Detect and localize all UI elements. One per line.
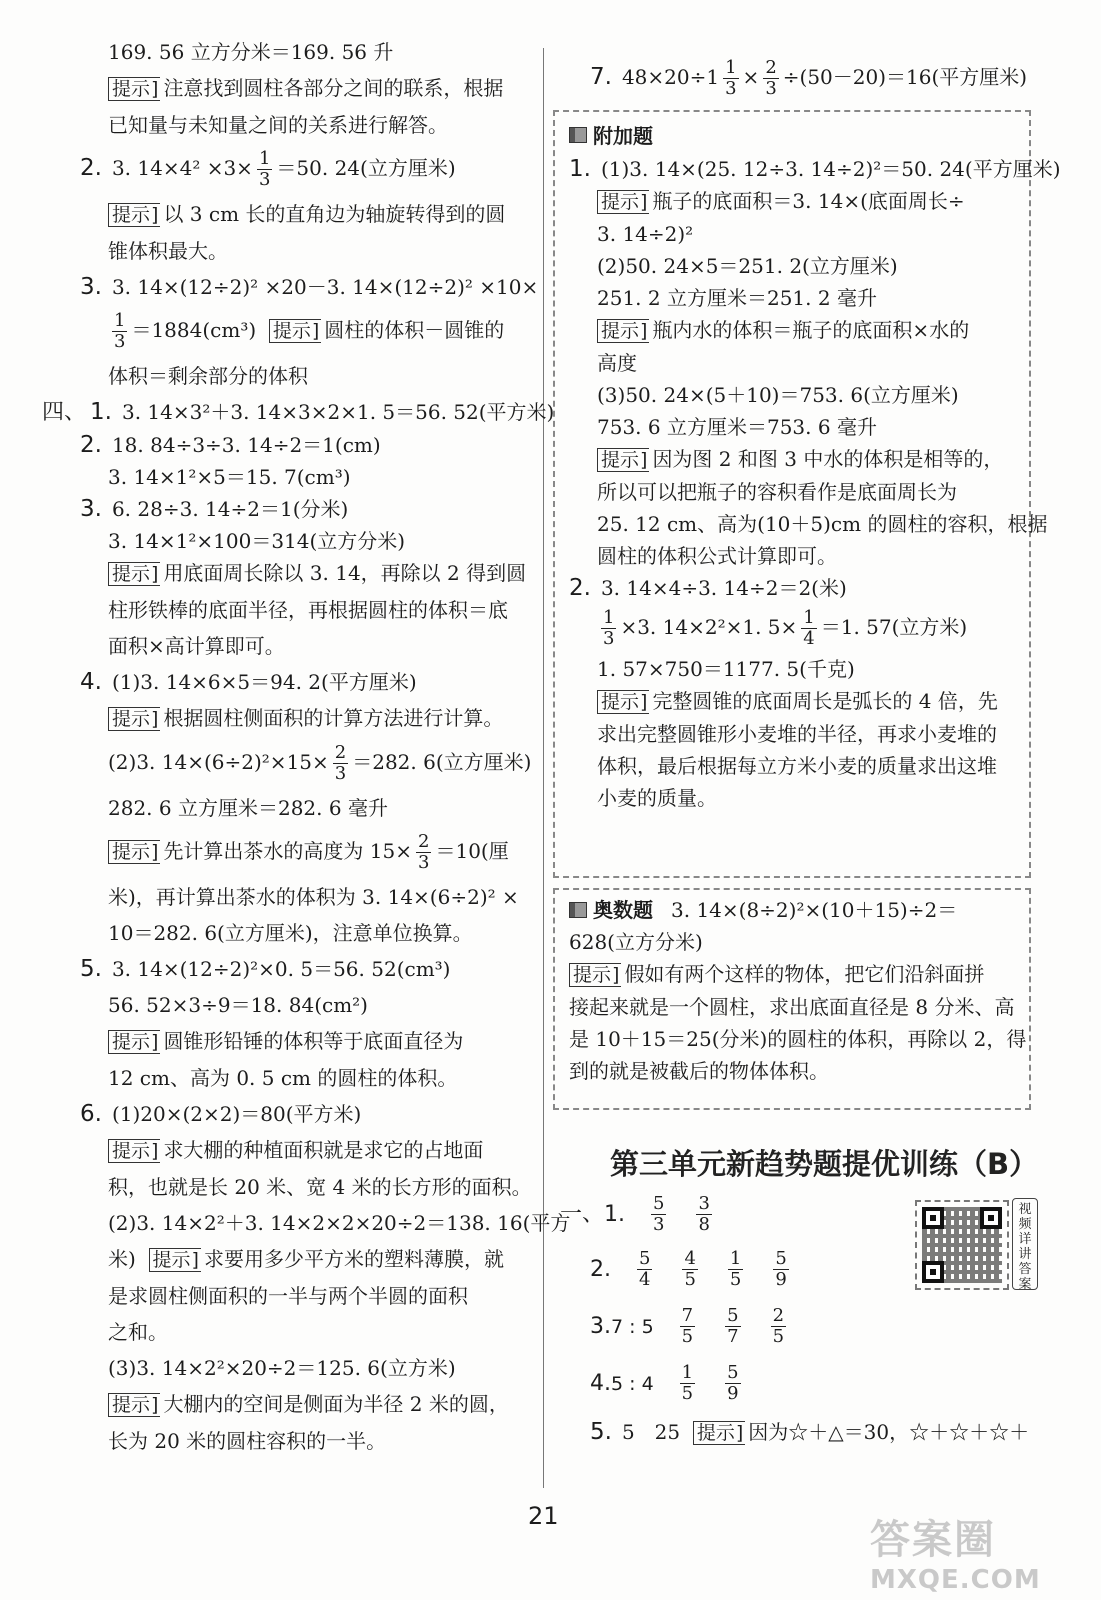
qr-caption: 视频详讲答案	[1012, 1198, 1038, 1290]
fraction: $\frac{1}{4}$	[803, 607, 815, 649]
line: 锥体积最大。	[108, 239, 228, 263]
line: 体积，最后根据每立方米小麦的质量求出这堆	[597, 754, 997, 778]
line: (2)3. 14×2²＋3. 14×2×2×20÷2＝138. 16(平方	[108, 1211, 571, 1235]
fraction: $\frac{7}{5}$	[681, 1305, 694, 1347]
hint-label: 提示 ]	[597, 690, 649, 714]
hint-line: 米) 提示 ] 求要用多少平方米的塑料薄膜，就	[80, 1247, 530, 1272]
line: 面积×高计算即可。	[108, 634, 285, 658]
extra-answer-1: 1. (1)3. 14×(25. 12÷3. 14÷2)²＝50. 24(平方厘米)	[569, 156, 1061, 182]
line: 高度	[597, 351, 637, 375]
line: 是求圆柱侧面积的一半与两个半圆的面积	[108, 1284, 468, 1308]
fraction: $\frac{5}{7}$	[727, 1305, 739, 1347]
hint-label: 提示 ]	[108, 1030, 160, 1054]
fraction: $\frac{2}{3}$	[765, 57, 777, 99]
line: 到的就是被截后的物体体积。	[569, 1059, 829, 1083]
line: 米)，再计算出茶水的体积为 3. 14×(6÷2)² ×	[108, 885, 519, 909]
hint-line: 提示 ] 求大棚的种植面积就是求它的占地面	[80, 1138, 530, 1163]
section-4-answer-1: 四、 1. 3. 14×3²＋3. 14×3×2×1. 5＝56. 52(平方米)	[42, 399, 555, 425]
answer-4-5: 5. 3. 14×(12÷2)²×0. 5＝56. 52(cm³)	[80, 956, 451, 982]
line: 之和。	[108, 1320, 168, 1344]
hint-label: 提示 ]	[108, 1139, 160, 1163]
hint-line: 提示 ] 先计算出茶水的高度为 15× $\frac{2}{3}$ ＝10(厘	[80, 832, 530, 873]
line: $\frac{1}{3}$ ×3. 14×2²×1. 5× $\frac{1}{4}$ ＝1. 57(立方米)	[603, 607, 968, 649]
hint-line: 提示 ] 用底面周长除以 3. 14，再除以 2 得到圆	[80, 561, 530, 586]
column-divider	[543, 48, 544, 1488]
line: 251. 2 立方厘米＝251. 2 毫升	[597, 286, 877, 310]
hint-label: 提示 ]	[108, 1393, 160, 1417]
hint-label: 提示 ]	[108, 77, 160, 101]
fraction: $\frac{2}{3}$	[418, 831, 430, 873]
watermark: 答案圈 MXQE.COM	[870, 1517, 1041, 1595]
line: 长为 20 米的圆柱容积的一半。	[108, 1429, 387, 1453]
hint-label: 提示 ]	[108, 562, 160, 586]
hint-label: 提示 ]	[108, 203, 160, 227]
right-column-top	[560, 58, 1040, 111]
book-icon	[569, 902, 587, 918]
fraction: $\frac{1}{5}$	[681, 1362, 694, 1404]
line: 已知量与未知量之间的关系进行解答。	[108, 113, 448, 137]
olympiad-title: 奥数题	[569, 898, 653, 922]
line: $\frac{1}{3}$ ＝1884(cm³) 提示 ] 圆柱的体积－圆锥的	[80, 311, 530, 352]
line: 小麦的质量。	[597, 786, 717, 810]
fraction: $\frac{4}{5}$	[684, 1248, 696, 1290]
answer-4-6: 6. (1)20×(2×2)＝80(平方米)	[80, 1101, 362, 1127]
line: 628(立方分米)	[569, 930, 703, 954]
line: 圆柱的体积公式计算即可。	[597, 544, 837, 568]
unit-answer-4: 4.5 : 4 $\frac{1}{5}$ $\frac{5}{9}$	[590, 1362, 739, 1404]
fraction: $\frac{1}{3}$	[603, 607, 615, 649]
answer-4-2: 2. 18. 84÷3÷3. 14÷2＝1(cm)	[80, 432, 381, 458]
hint-line: 提示 ] 瓶内水的体积＝瓶子的底面积×水的	[569, 318, 1019, 343]
line: 12 cm、高为 0. 5 cm 的圆柱的体积。	[108, 1066, 458, 1090]
line: (2)3. 14×(6÷2)²×15× $\frac{2}{3}$ ＝282. 6(立方厘米)	[108, 742, 532, 784]
line: 753. 6 立方厘米＝753. 6 毫升	[597, 415, 877, 439]
hint-line: 提示 ] 假如有两个这样的物体，把它们沿斜面拼	[569, 962, 1019, 987]
hint-label: 提示 ]	[693, 1421, 745, 1445]
hint-line: 提示 ] 圆锥形铅锤的体积等于底面直径为	[80, 1029, 530, 1054]
unit-answer-1: 一、1. $\frac{5}{3}$ $\frac{3}{8}$	[560, 1193, 710, 1235]
line: 体积＝剩余部分的体积	[108, 364, 308, 388]
line: 所以可以把瓶子的容积看作是底面周长为	[597, 480, 957, 504]
line: 25. 12 cm、高为(10＋5)cm 的圆柱的容积，根据	[597, 512, 1048, 536]
hint-label: 提示 ]	[108, 840, 160, 864]
answer-2: 2. 3. 14×4² ×3× $\frac{1}{3}$ ＝50. 24(立方厘米)	[80, 148, 456, 190]
fraction: $\frac{5}{4}$	[639, 1248, 651, 1290]
line: 是 10＋15＝25(分米)的圆柱的体积，再除以 2，得	[569, 1027, 1027, 1051]
answer-4-3: 3. 6. 28÷3. 14÷2＝1(分米)	[80, 496, 349, 522]
line: 求出完整圆锥形小麦堆的半径，再求小麦堆的	[597, 722, 997, 746]
line: 10＝282. 6(立方厘米)，注意单位换算。	[108, 921, 473, 945]
line: 接起来就是一个圆柱，求出底面直径是 8 分米、高	[569, 995, 1015, 1019]
hint-label: 提示 ]	[108, 707, 160, 731]
olympiad-line: 奥数题 3. 14×(8÷2)²×(10＋15)÷2＝	[569, 898, 1019, 922]
hint-line: 提示 ] 根据圆柱侧面积的计算方法进行计算。	[80, 706, 530, 731]
fraction: $\frac{1}{3}$	[258, 148, 271, 190]
left-column	[42, 40, 571, 1465]
answer-4-4: 4. (1)3. 14×6×5＝94. 2(平方厘米)	[80, 669, 417, 695]
hint-line: 提示 ] 注意找到圆柱各部分之间的联系，根据	[80, 76, 530, 101]
extra-questions-box	[553, 110, 1061, 878]
line: (3)3. 14×2²×20÷2＝125. 6(立方米)	[108, 1356, 456, 1380]
fraction: $\frac{1}{5}$	[729, 1248, 742, 1290]
fraction: $\frac{5}{9}$	[775, 1248, 787, 1290]
unit-title: 第三单元新趋势题提优训练（B）	[610, 1147, 1039, 1181]
fraction: $\frac{1}{3}$	[725, 57, 737, 99]
qr-code[interactable]	[915, 1200, 1009, 1290]
hint-label: 提示 ]	[597, 190, 649, 214]
line: 3. 14×1²×5＝15. 7(cm³)	[108, 465, 351, 489]
book-icon	[569, 127, 587, 143]
hint-line: 提示 ] 大棚内的空间是侧面为半径 2 米的圆，	[80, 1392, 530, 1417]
hint-line: 提示 ] 瓶子的底面积＝3. 14×(底面周长÷	[569, 189, 1019, 214]
hint-line: 提示 ] 因为图 2 和图 3 中水的体积是相等的，	[569, 447, 1019, 472]
fraction: $\frac{1}{3}$	[114, 310, 126, 352]
hint-label: 提示 ]	[569, 963, 621, 987]
line: 3. 14÷2)²	[597, 222, 694, 246]
answer-3: 3. 3. 14×(12÷2)² ×20－3. 14×(12÷2)² ×10×	[80, 274, 539, 300]
answer-7: 7. 48×20÷1 $\frac{1}{3}$ × $\frac{2}{3}$ ÷(50－20)＝16(平方厘米)	[590, 57, 1028, 99]
line: 56. 52×3÷9＝18. 84(cm²)	[108, 993, 368, 1017]
fraction: $\frac{5}{9}$	[727, 1362, 739, 1404]
fraction: $\frac{2}{5}$	[772, 1305, 785, 1347]
hint-label: 提示 ]	[269, 319, 321, 343]
extra-title: 附加题	[569, 120, 1019, 149]
line: (3)50. 24×(5＋10)＝753. 6(立方厘米)	[597, 383, 959, 407]
hint-label: 提示 ]	[597, 319, 649, 343]
line: 1. 57×750＝1177. 5(千克)	[597, 657, 855, 681]
line: 3. 14×1²×100＝314(立方分米)	[108, 529, 406, 553]
line: (2)50. 24×5＝251. 2(立方厘米)	[597, 254, 898, 278]
olympiad-box	[553, 888, 1031, 1110]
line: 柱形铁棒的底面半径，再根据圆柱的体积＝底	[108, 598, 508, 622]
fraction: $\frac{2}{3}$	[334, 742, 347, 784]
unit-answer-5: 5. 5 25 提示 ] 因为☆＋△＝30，☆＋☆＋☆＋	[560, 1420, 900, 1445]
unit-answer-2: 2. $\frac{5}{4}$ $\frac{4}{5}$ $\frac{1}{5}$ $\frac{5}{9}$	[590, 1248, 787, 1290]
line: 282. 6 立方厘米＝282. 6 毫升	[108, 796, 388, 820]
unit-answer-3: 3.7 : 5 $\frac{7}{5}$ $\frac{5}{7}$ $\frac{2}{5}$	[590, 1305, 785, 1347]
hint-label: 提示 ]	[149, 1248, 201, 1272]
fraction: $\frac{5}{3}$	[653, 1193, 665, 1235]
line: 169. 56 立方分米＝169. 56 升	[108, 40, 394, 64]
extra-answer-2: 2. 3. 14×4÷3. 14÷2＝2(米)	[569, 575, 847, 601]
hint-line: 提示 ] 完整圆锥的底面周长是弧长的 4 倍，先	[569, 689, 1019, 714]
hint-label: 提示 ]	[597, 448, 649, 472]
fraction: $\frac{3}{8}$	[698, 1193, 710, 1235]
hint-line: 提示 ] 以 3 cm 长的直角边为轴旋转得到的圆	[80, 202, 530, 227]
line: 积，也就是长 20 米、宽 4 米的长方形的面积。	[108, 1175, 532, 1199]
page-number: 21	[528, 1502, 559, 1530]
